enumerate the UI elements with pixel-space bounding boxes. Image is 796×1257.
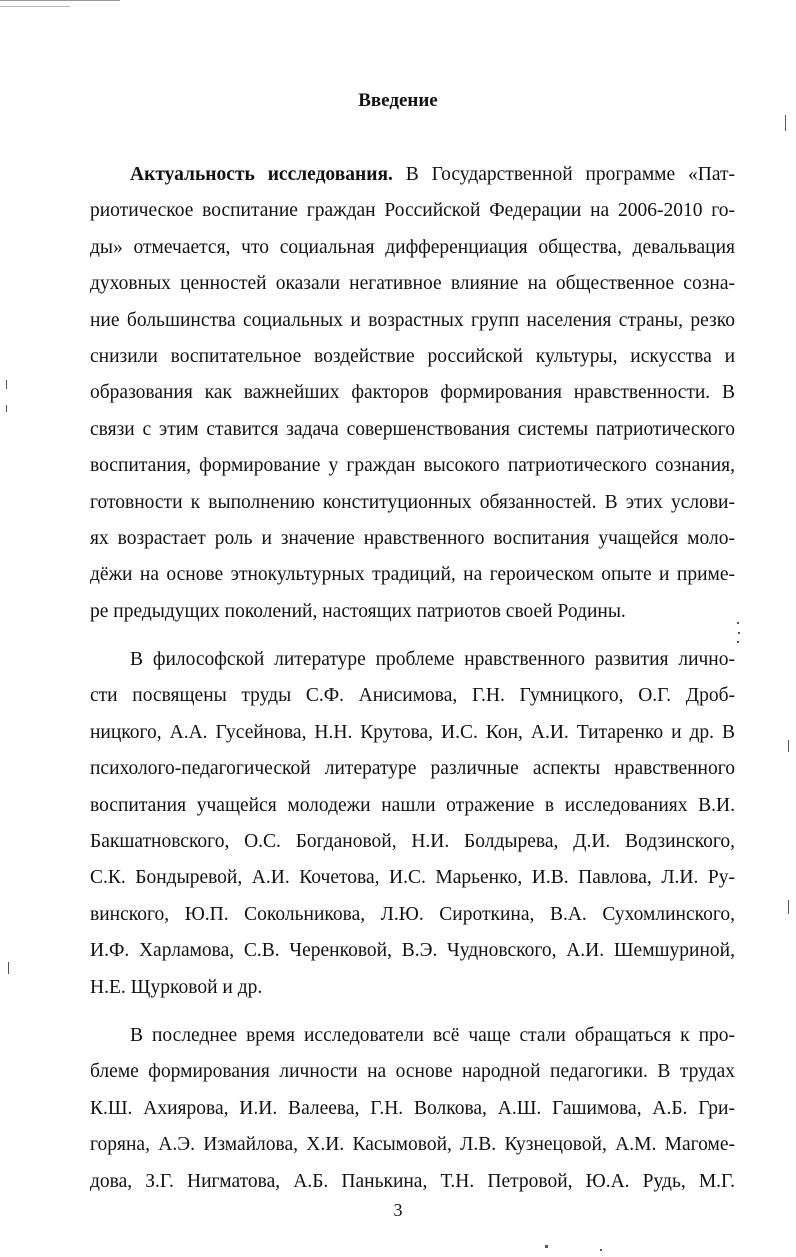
text-line: ре предыдущих поколений, настоящих патриотов своей Родины. [90, 600, 626, 622]
paragraph-philosophy [90, 642, 735, 1006]
text-line: В философской литературе проблеме нравственного развития лично- [130, 649, 735, 671]
text-line: дова, З.Г. Нигматова, А.Б. Панькина, Т.Н. Петровой, Ю.А. Рудь, М.Г. [90, 1170, 735, 1192]
text-line: ды» отмечается, что социальная дифференциация общества, девальвация [90, 236, 735, 258]
paragraph-folk-pedagogy [90, 1018, 735, 1200]
scan-speck [788, 740, 789, 752]
text-line: воспитания учащейся молодежи нашли отражение в исследованиях В.И. [90, 794, 735, 816]
scan-speck [785, 115, 786, 131]
scan-speck [737, 641, 739, 643]
text-line: горяна, А.Э. Измайлова, Х.И. Касымовой, Л.В. Кузнецовой, А.М. Магоме- [90, 1134, 735, 1156]
scan-speck [788, 900, 789, 914]
text-line: воспитания, формирование у граждан высокого патриотического сознания, [90, 455, 735, 477]
scan-edge-line [0, 6, 70, 7]
text-line: винского, Ю.П. Сокольникова, Л.Ю. Сироткина, В.А. Сухомлинского, [90, 903, 735, 925]
text-line: ние большинства социальных и возрастных групп населения страны, резко [90, 309, 735, 331]
text-line: В последнее время исследователи всё чаще стали обращаться к про- [130, 1024, 735, 1046]
scan-speck [738, 632, 740, 634]
text-line: ях возрастает роль и значение нравственного воспитания учащейся моло- [90, 527, 735, 549]
text-line: дёжи на основе этнокультурных традиций, на героическом опыте и приме- [90, 564, 735, 586]
text-line: К.Ш. Ахиярова, И.И. Валеева, Г.Н. Волкова, А.Ш. Гашимова, А.Б. Гри- [90, 1097, 735, 1119]
text-line [90, 157, 735, 193]
text-line: блеме формирования личности на основе народной педагогики. В трудах [90, 1061, 735, 1083]
scan-speck [6, 405, 7, 412]
text-line: Бакшатновского, О.С. Богдановой, Н.И. Болдырева, Д.И. Водзинского, [90, 831, 735, 853]
text-line: И.Ф. Харламова, С.В. Черенковой, В.Э. Чудновского, А.И. Шемшуриной, [90, 940, 735, 962]
text-line: Н.Е. Щурковой и др. [90, 976, 263, 998]
scan-speck [600, 1249, 602, 1251]
body-text [90, 157, 735, 1200]
text-line: сти посвящены труды С.Ф. Анисимова, Г.Н. Гумницкого, О.Г. Дроб- [90, 685, 735, 707]
paragraph-relevance [90, 157, 735, 630]
scan-speck [737, 622, 739, 624]
text-line: снизили воспитательное воздействие российской культуры, искусства и [90, 345, 735, 367]
scan-speck [6, 380, 7, 389]
text-line: ницкого, А.А. Гусейнова, Н.Н. Крутова, И.С. Кон, А.И. Титаренко и др. В [90, 721, 735, 743]
scan-edge-line [0, 0, 120, 1]
text-line: готовности к выполнению конституционных обязанностей. В этих услови- [90, 491, 735, 513]
paragraph-lead: Актуальность исследования. [130, 164, 393, 185]
text-line: образования как важнейших факторов формирования нравственности. В [90, 382, 735, 404]
page-number: 3 [393, 1200, 403, 1220]
text-line: связи с этим ставится задача совершенствования системы патриотического [90, 418, 735, 440]
text-line: духовных ценностей оказали негативное влияние на общественное созна- [90, 273, 735, 295]
text-line: риотическое воспитание граждан Российской Федерации на 2006-2010 го- [90, 200, 735, 222]
text-line-rest: В Государственной программе «Пат- [392, 164, 736, 185]
text-line: психолого-педагогической литературе различные аспекты нравственного [90, 758, 735, 780]
scan-speck [545, 1245, 548, 1248]
text-line: С.К. Бондыревой, А.И. Кочетова, И.С. Марьенко, И.В. Павлова, Л.И. Ру- [90, 867, 735, 889]
scan-speck [8, 962, 9, 974]
section-title: Введение [358, 90, 438, 111]
